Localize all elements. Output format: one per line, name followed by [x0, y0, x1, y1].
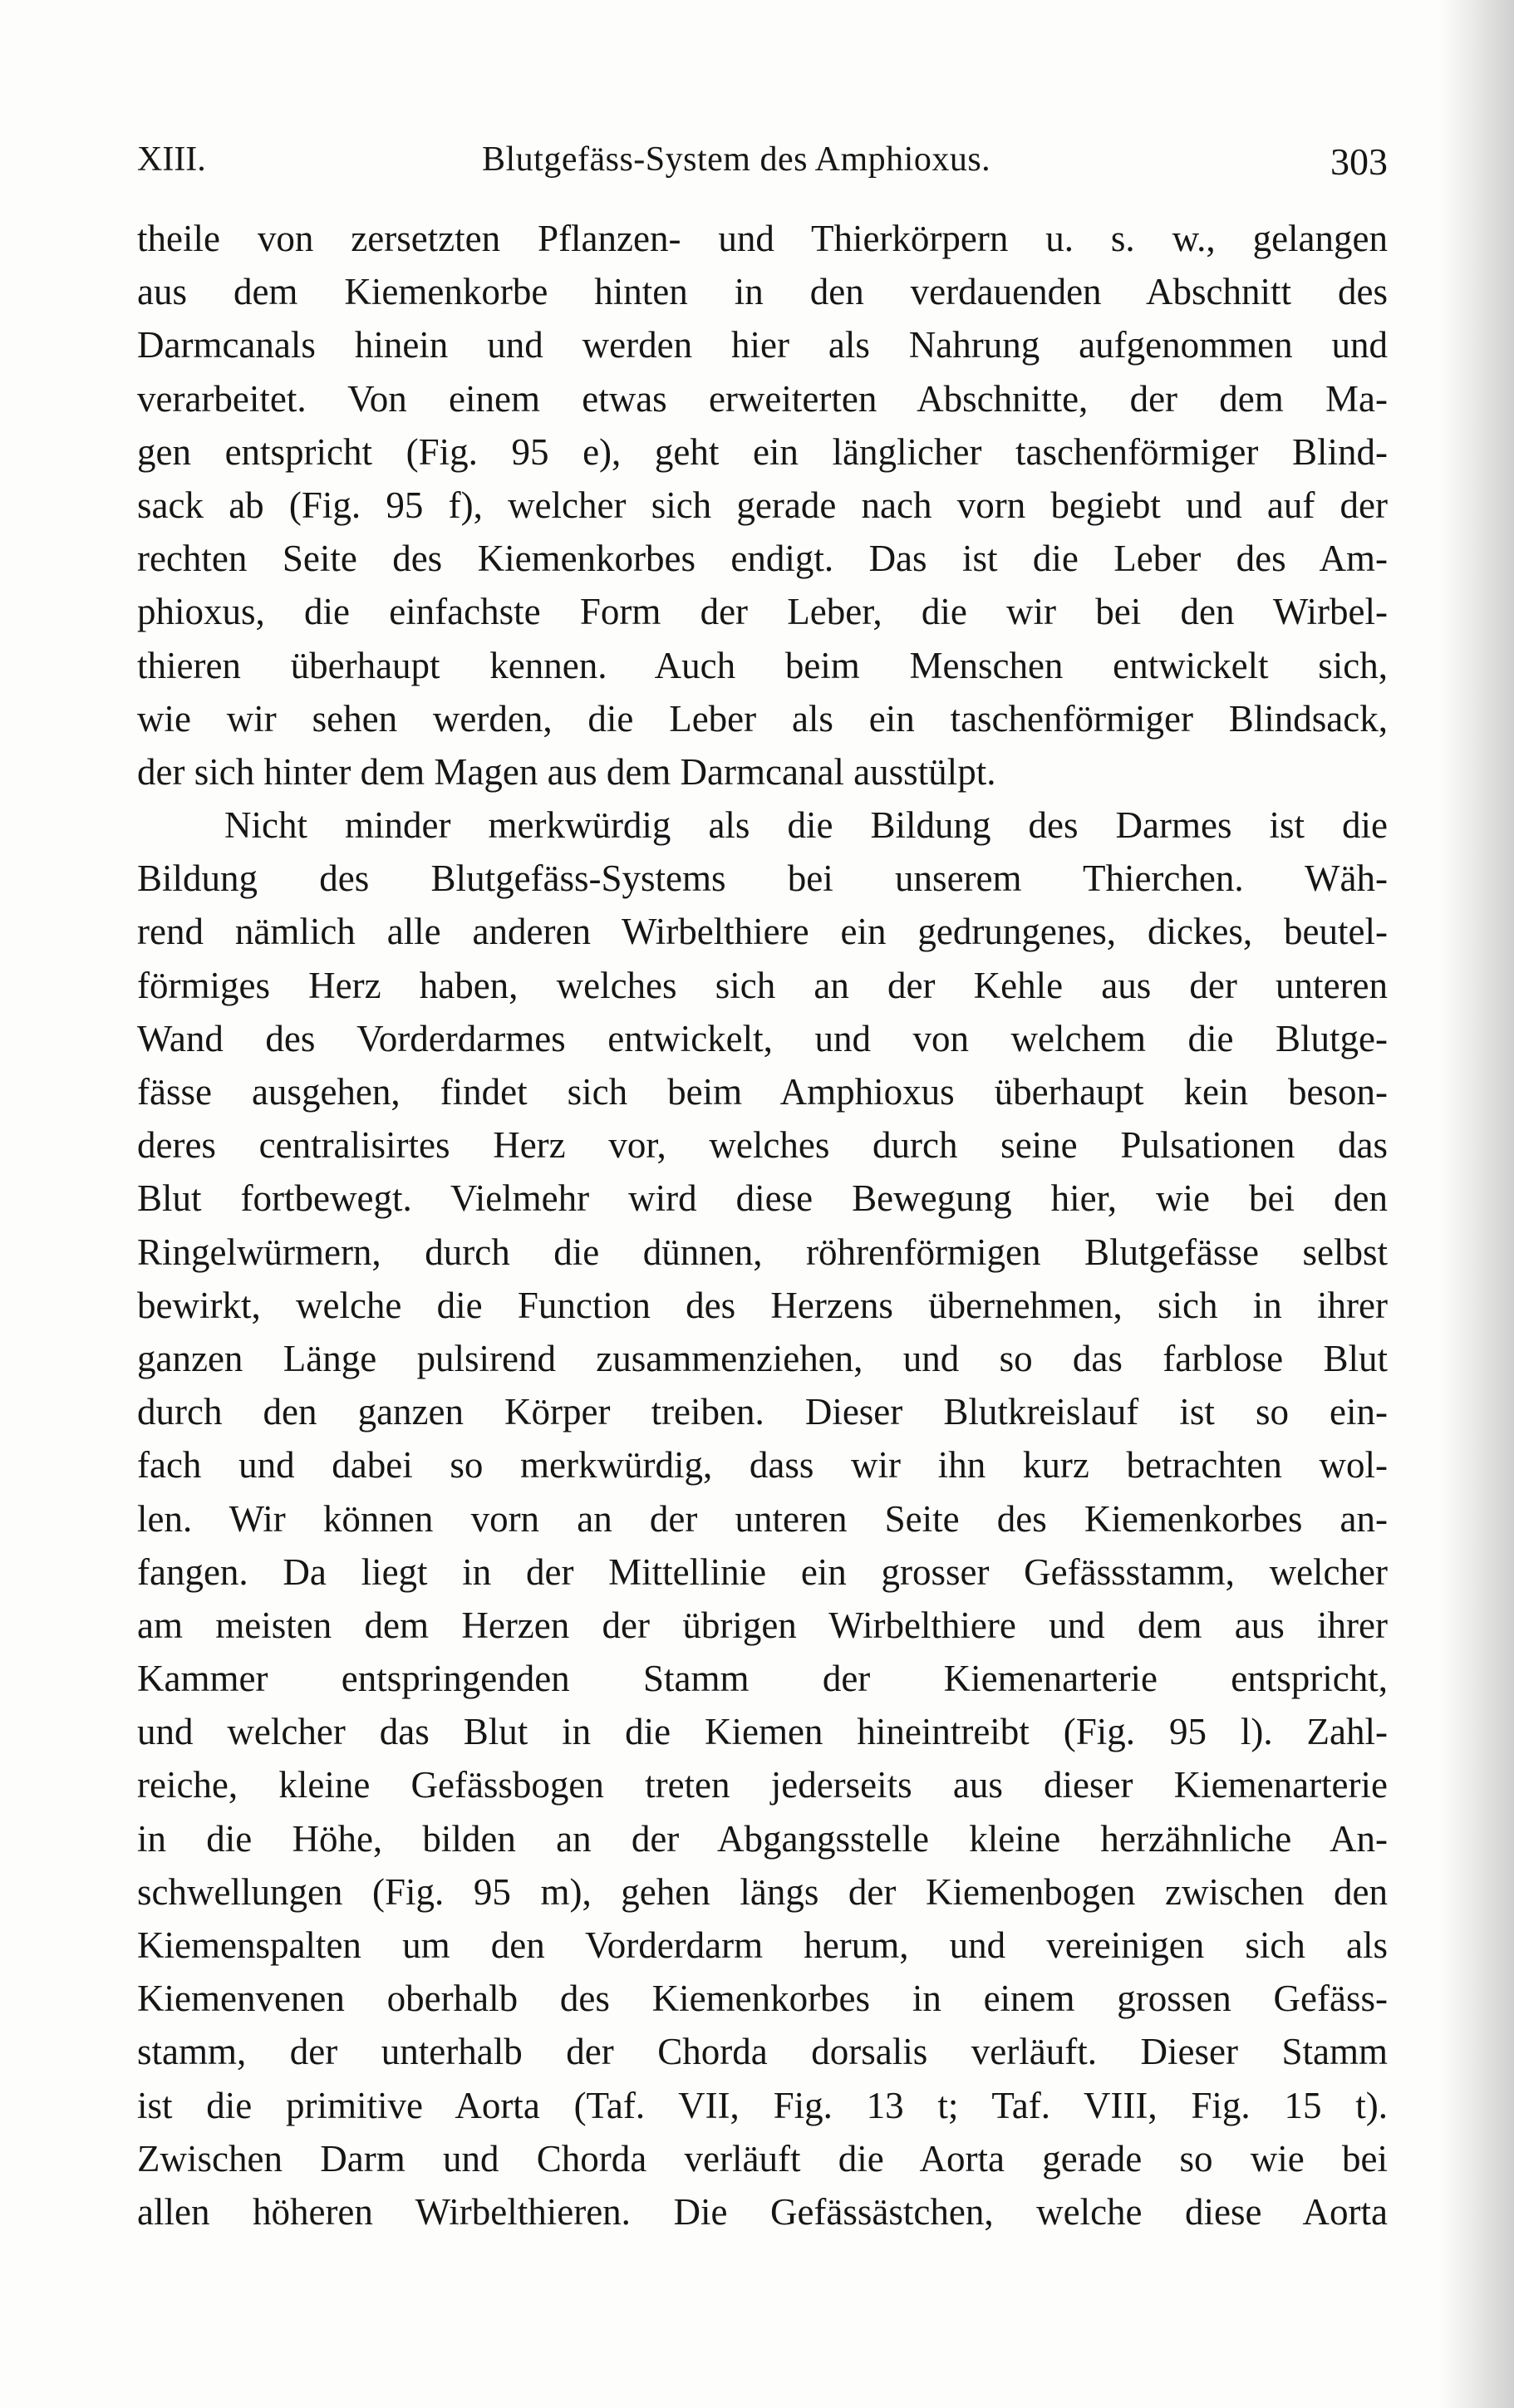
text-line: rend nämlich alle anderen Wirbelthiere ein gedrungenes, dickes, beutel-: [137, 911, 1388, 953]
text-line: Darmcanals hinein und werden hier als Nahrung aufgenommen und: [137, 324, 1388, 366]
text-line: Bildung des Blutgefäss-Systems bei unserem Thierchen. Wäh-: [137, 858, 1388, 900]
page-edge-shadow: [1439, 0, 1514, 2408]
text-line: am meisten dem Herzen der übrigen Wirbelthiere und dem aus ihrer: [137, 1604, 1388, 1646]
text-line: sack ab (Fig. 95 f), welcher sich gerade nach vorn begiebt und auf der: [137, 484, 1388, 526]
text-line: Wand des Vorderdarmes entwickelt, und von welchem die Blutge-: [137, 1017, 1388, 1059]
text-line: deres centralisirtes Herz vor, welches durch seine Pulsationen das: [137, 1124, 1388, 1167]
text-line: Kammer entspringenden Stamm der Kiemenarterie entspricht,: [137, 1658, 1388, 1700]
text-line: thieren überhaupt kennen. Auch beim Menschen entwickelt sich,: [137, 644, 1388, 686]
page-number: 303: [1330, 140, 1388, 183]
text-line: allen höheren Wirbelthieren. Die Gefässästchen, welche diese Aorta: [137, 2190, 1388, 2233]
text-line: ist die primitive Aorta (Taf. VII, Fig. 13 t; Taf. VIII, Fig. 15 t).: [137, 2084, 1388, 2126]
text-line: phioxus, die einfachste Form der Leber, die wir bei den Wirbel-: [137, 591, 1388, 633]
text-line: schwellungen (Fig. 95 m), gehen längs der Kiemenbogen zwischen den: [137, 1870, 1388, 1913]
text-line: Zwischen Darm und Chorda verläuft die Aorta gerade so wie bei: [137, 2137, 1388, 2179]
body-text: [137, 212, 1388, 2238]
text-line: Kiemenspalten um den Vorderdarm herum, und vereinigen sich als: [137, 1924, 1388, 1966]
text-line: in die Höhe, bilden an der Abgangsstelle kleine herzähnliche An-: [137, 1817, 1388, 1860]
text-line: wie wir sehen werden, die Leber als ein taschenförmiger Blindsack,: [137, 697, 1388, 740]
paragraph-start-line: Nicht minder merkwürdig als die Bildung des Darmes ist die: [224, 804, 1388, 847]
text-line: len. Wir können vorn an der unteren Seite des Kiemenkorbes an-: [137, 1497, 1388, 1540]
text-line: förmiges Herz haben, welches sich an der Kehle aus der unteren: [137, 964, 1388, 1006]
text-line: verarbeitet. Von einem etwas erweiterten Abschnitte, der dem Ma-: [137, 377, 1388, 420]
text-line: ganzen Länge pulsirend zusammenziehen, und so das farblose Blut: [137, 1337, 1388, 1379]
text-line: reiche, kleine Gefässbogen treten jederseits aus dieser Kiemenarterie: [137, 1764, 1388, 1806]
chapter-number: XIII.: [137, 140, 206, 179]
running-header: [137, 140, 1388, 198]
text-line: fangen. Da liegt in der Mittellinie ein grosser Gefässstamm, welcher: [137, 1550, 1388, 1593]
text-line: fach und dabei so merkwürdig, dass wir ihn kurz betrachten wol-: [137, 1444, 1388, 1487]
text-line: theile von zersetzten Pflanzen- und Thierkörpern u. s. w., gelangen: [137, 218, 1388, 259]
paragraph-end-line: der sich hinter dem Magen aus dem Darmcanal ausstülpt.: [137, 750, 996, 793]
text-line: fässe ausgehen, findet sich beim Amphioxus überhaupt kein beson-: [137, 1071, 1388, 1113]
text-line: rechten Seite des Kiemenkorbes endigt. Das ist die Leber des Am-: [137, 538, 1388, 580]
text-line: aus dem Kiemenkorbe hinten in den verdauenden Abschnitt des: [137, 271, 1388, 313]
running-title: Blutgefäss-System des Amphioxus.: [482, 140, 991, 179]
text-line: Ringelwürmern, durch die dünnen, röhrenförmigen Blutgefässe selbst: [137, 1231, 1388, 1273]
text-line: durch den ganzen Körper treiben. Dieser Blutkreislauf ist so ein-: [137, 1391, 1388, 1433]
text-line: stamm, der unterhalb der Chorda dorsalis verläuft. Dieser Stamm: [137, 2031, 1388, 2073]
text-line: Kiemenvenen oberhalb des Kiemenkorbes in einem grossen Gefäss-: [137, 1978, 1388, 2020]
text-line: und welcher das Blut in die Kiemen hineintreibt (Fig. 95 l). Zahl-: [137, 1711, 1388, 1753]
text-line: bewirkt, welche die Function des Herzens übernehmen, sich in ihrer: [137, 1284, 1388, 1326]
text-line: Blut fortbewegt. Vielmehr wird diese Bewegung hier, wie bei den: [137, 1177, 1388, 1220]
text-line: gen entspricht (Fig. 95 e), geht ein länglicher taschenförmiger Blind-: [137, 430, 1388, 473]
